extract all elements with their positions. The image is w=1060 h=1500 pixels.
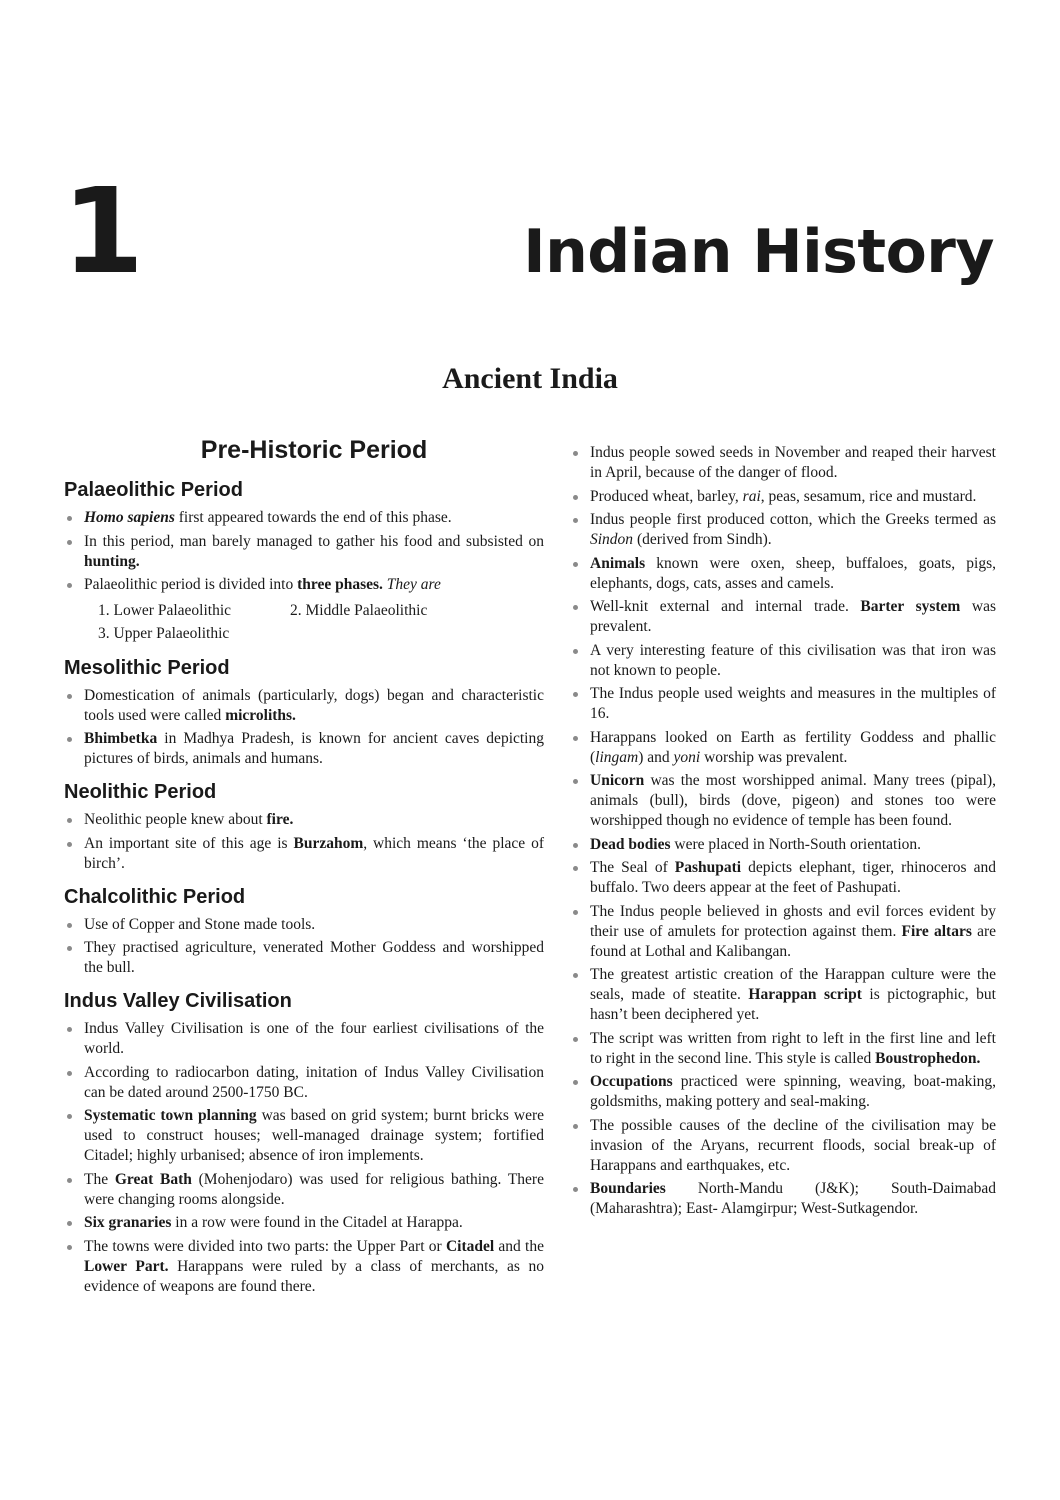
list-item [570,554,996,594]
list-item [64,938,544,978]
list-item [64,1170,544,1210]
inline-text: The [84,1170,115,1188]
list-item [64,810,544,830]
inline-text: The greatest artistic creation of the Harappan culture were the seals, made of steatite. [590,966,996,1003]
inline-text: The Indus people used weights and measures in the multiples of 16. [590,685,996,722]
list-item [570,771,996,831]
inline-text: Harappans were ruled by a class of merchants, as no evidence of weapons are found there. [84,1257,544,1295]
inline-text: and the [494,1237,544,1255]
inline-text: Neolithic people knew about [84,811,267,828]
inline-bold: Occupations [590,1073,673,1090]
inline-text: are found at Lothal and Kalibangan. [590,922,997,960]
indus-continued-list [570,443,996,1219]
inline-text: According to radiocarbon dating, initation of Indus Valley Civilisation can be dated around 2500-1750 BC. [84,1063,544,1101]
neolithic-heading: Neolithic Period [64,781,217,803]
inline-bold: Unicorn [590,772,645,789]
inline-text: Palaeolithic period is divided into [84,576,298,593]
list-item [64,1213,544,1233]
inline-text: The possible causes of the decline of the civilisation may be invasion of the Aryans, recurrent floods, social break-up of Harappans and earthquakes, etc. [590,1116,996,1174]
inline-text: Domestication of animals (particularly, dogs) began and characteristic tools used were called [84,686,544,724]
list-item [64,915,544,935]
inline-bold: Six granaries [84,1214,172,1231]
list-item [64,1237,544,1297]
list-item [570,1029,996,1069]
inline-text: The script was written from right to left in the first line and left to right in the second line. This style is called [590,1029,996,1067]
inline-text: was based on grid system; burnt bricks were used to construct houses; well-managed drainage system; fortified Citadel; highly urbanised; absence of iron implements. [84,1107,544,1164]
inline-bold: Pashupati [674,859,742,876]
inline-bold: Boundaries [590,1180,666,1197]
list-item [570,684,996,724]
inline-text: practiced were spinning, weaving, boat-making, goldsmiths, making pottery and seal-making. [590,1073,996,1110]
inline-italic: yoni [673,748,701,766]
list-item [570,1072,996,1112]
inline-bold: Harappan script [748,986,862,1003]
list-item [64,532,544,572]
inline-text: Indus people first produced cotton, which the Greeks termed as [590,511,996,528]
inline-text: They practised agriculture, venerated Mother Goddess and worshipped the bull. [84,939,544,976]
chapter-number: 1 [62,162,145,300]
inline-text: , peas, sesamum, rice and mustard. [760,487,977,505]
inline-bold: Fire altars [901,922,972,940]
inline-bold: three phases. [297,576,383,593]
period-title: Pre-Historic Period [200,436,428,464]
list-item [64,729,544,769]
inline-text: were placed in North-South orientation. [670,835,922,853]
list-item [64,508,544,528]
inline-text: (Mohenjodaro) was used for religious bathing. There were changing rooms alongside. [84,1170,544,1208]
inline-text: A very interesting feature of this civilisation was that iron was not known to people. [590,641,996,679]
inline-text: Well-knit external and internal trade. [590,598,861,615]
inline-italic: rai [742,487,761,505]
inline-text: , which means ‘the place of birch’. [84,834,544,872]
inline-bold: Burzahom [293,834,364,852]
chalcolithic-heading: Chalcolithic Period [64,885,246,908]
list-item [64,834,544,874]
section-title: Ancient India [442,362,618,395]
inline-text: first appeared towards the end of this phase. [174,509,452,526]
inline-bold: Lower Part. [84,1257,169,1275]
inline-text: Produced wheat, barley, [590,487,743,505]
list-item [570,510,996,550]
list-item [570,487,996,507]
inline-bold: Bhimbetka [84,730,158,747]
list-item [64,1063,544,1103]
inline-text: An important site of this age is [84,834,294,852]
phases-list [64,599,544,645]
list-item [570,1179,996,1219]
inline-bold: hunting. [84,552,140,570]
inline-italic: Homo sapiens [84,509,175,526]
list-item [570,641,996,681]
inline-text: is pictographic, but hasn’t been deciphered yet. [590,986,996,1023]
inline-text: Use of Copper and Stone made tools. [84,915,316,933]
inline-bold: Animals [590,554,646,572]
inline-text: In this period, man barely managed to gather his food and subsisted on [84,532,544,550]
mesolithic-list [64,686,544,770]
palaeolithic-heading: Palaeolithic Period [64,479,243,501]
inline-text: The Seal of [590,859,675,876]
list-item [570,902,996,962]
indus-list [64,1019,544,1297]
chapter-title: Indian History [523,217,994,287]
inline-bold: Citadel [445,1237,495,1255]
inline-italic: They are [382,576,441,593]
inline-bold: Barter system [860,598,961,615]
inline-bold: fire. [266,811,294,828]
chalcolithic-list [64,915,544,979]
list-item [570,728,996,768]
phase-item: 1. Lower Palaeolithic [98,601,231,619]
inline-bold: Boustrophedon. [875,1049,981,1067]
inline-text: The Indus people believed in ghosts and evil forces evident by their use of amulets for protection against them. [590,902,996,940]
list-item [570,858,996,898]
list-item [64,575,544,595]
list-item [570,835,996,855]
list-item [570,1116,996,1176]
palaeolithic-list [64,508,544,595]
inline-text: was prevalent. [590,598,997,635]
inline-text: in a row were found in the Citadel at Harappa. [171,1214,463,1231]
neolithic-list [64,810,544,874]
inline-italic: lingam [595,748,639,766]
list-item [64,686,544,726]
inline-text: (derived from Sindh). [633,531,772,548]
inline-text: known were oxen, sheep, buffaloes, goats, pigs, elephants, dogs, cats, asses and camels. [590,554,996,592]
inline-text: The towns were divided into two parts: the Upper Part or [84,1237,446,1255]
mesolithic-heading: Mesolithic Period [64,656,230,679]
inline-bold: Systematic town planning [84,1107,257,1124]
inline-text: Harappans looked on Earth as fertility Goddess and phallic ( [590,728,996,766]
inline-text: depicts elephant, tiger, rhinoceros and buffalo. Two deers appear at the feet of Pashupati. [590,859,996,896]
phase-item: 2. Middle Palaeolithic [290,601,428,619]
inline-bold: microliths. [225,706,296,724]
inline-text: Indus people sowed seeds in November and reaped their harvest in April, because of the danger of flood. [590,444,996,481]
inline-text: in Madhya Pradesh, is known for ancient caves depicting pictures of birds, animals and humans. [84,730,544,767]
indus-heading: Indus Valley Civilisation [64,990,292,1012]
list-item [570,597,996,637]
list-item [64,1106,544,1166]
list-item [64,1019,544,1059]
phase-item: 3. Upper Palaeolithic [98,624,230,642]
inline-italic: Sindon [590,531,634,548]
left-column [64,436,544,1300]
inline-text: ) and [638,748,674,766]
inline-text: North-Mandu (J&K); South-Daimabad (Maharashtra); East- Alamgirpur; West-Sutkagendor. [590,1180,996,1217]
inline-bold: Great Bath [114,1170,192,1188]
inline-text: worship was prevalent. [700,748,848,766]
inline-bold: Dead bodies [590,835,671,853]
inline-text: was the most worshipped animal. Many trees (pipal), animals (bull), birds (dove, pigeon) and stones too were worshipped though no evidence of temple has been found. [590,772,996,829]
list-item [570,965,996,1025]
inline-text: Indus Valley Civilisation is one of the four earliest civilisations of the world. [84,1020,544,1057]
list-item [570,443,996,483]
right-column [570,443,996,1223]
